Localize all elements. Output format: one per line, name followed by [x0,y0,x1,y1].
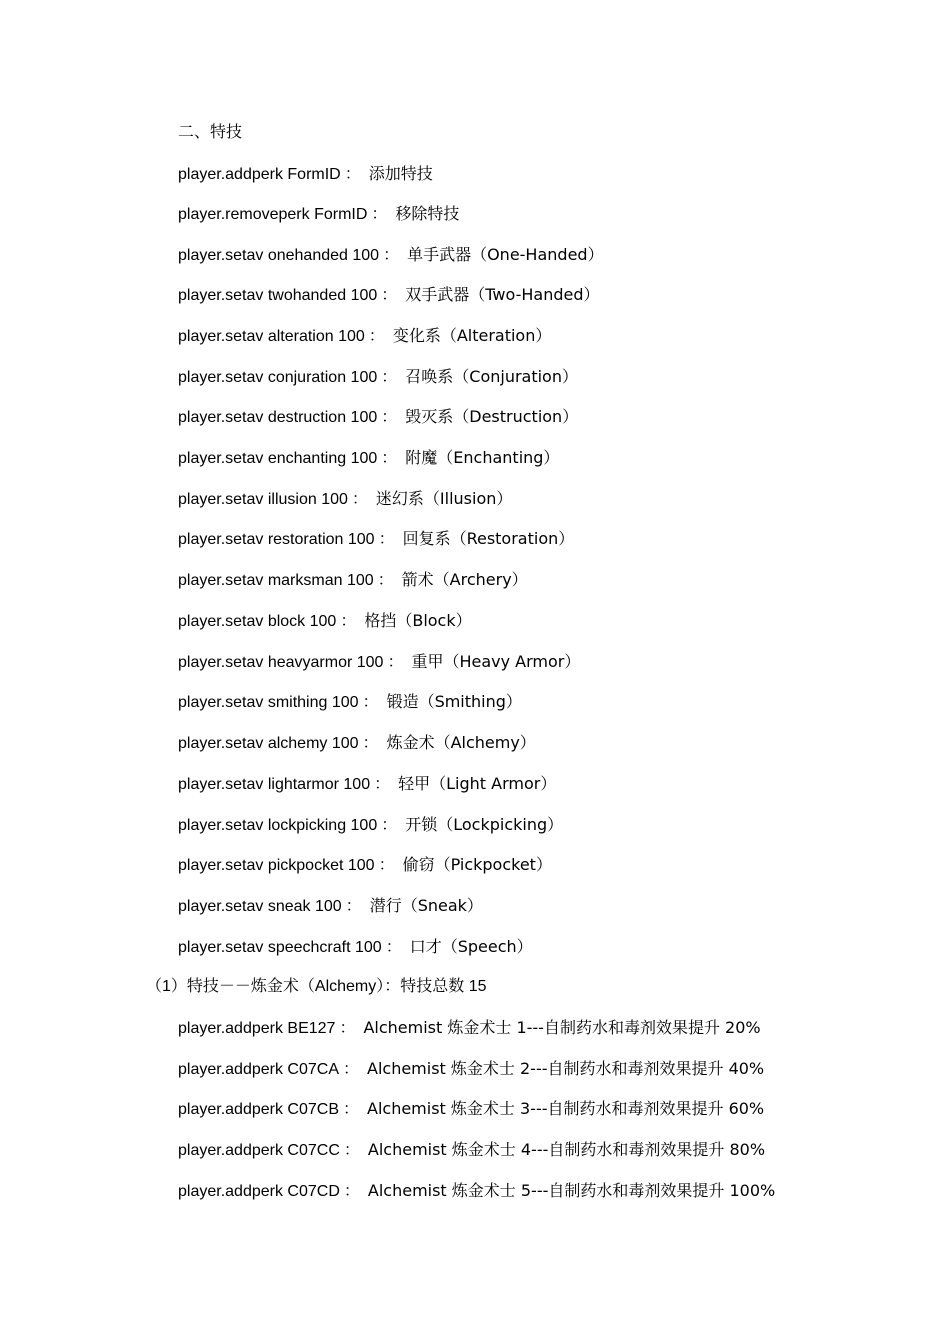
command-description: 潜行（Sneak） [369,896,483,915]
command-line [178,324,551,348]
command-description: 口才（Speech） [409,937,533,956]
separator: ： [340,613,357,630]
separator: ： [383,247,400,264]
command-line [178,487,512,511]
separator: ： [368,328,385,345]
command-description: Alchemist 炼金术士 4---自制药水和毒剂效果提升 80% [367,1140,766,1159]
command-line [178,731,536,755]
command-text: player.setav lightarmor 100 [178,776,371,793]
command-line [178,283,600,307]
command-description: 开锁（Lockpicking） [405,815,564,834]
command-text: player.setav lockpicking 100 [178,817,378,834]
separator: ： [362,694,379,711]
command-description: 移除特技 [395,204,460,223]
separator: ： [374,776,391,793]
command-line [178,1138,765,1162]
command-line [178,243,604,267]
command-description: Alchemist 炼金术士 3---自制药水和毒剂效果提升 60% [367,1099,765,1118]
command-text: player.setav alteration 100 [178,328,365,345]
separator: ： [381,369,398,386]
command-text: player.setav block 100 [178,613,337,630]
command-description: 轻甲（Light Armor） [398,774,557,793]
command-description: 附魔（Enchanting） [405,448,560,467]
command-text: player.addperk C07CB [178,1101,339,1118]
command-text: player.addperk FormID [178,166,341,183]
command-text: player.addperk C07CC [178,1142,340,1159]
command-description: 锻造（Smithing） [386,692,522,711]
separator: ： [377,572,394,589]
command-text: player.setav heavyarmor 100 [178,654,384,671]
command-line [178,527,574,551]
separator: ： [339,1020,356,1037]
command-line [178,772,556,796]
separator: ： [371,206,388,223]
command-line [178,446,559,470]
section-title: 二、特技 [178,124,243,141]
command-text: player.setav illusion 100 [178,491,348,508]
command-description: Alchemist 炼金术士 1---自制药水和毒剂效果提升 20% [363,1018,761,1037]
command-line [178,935,533,959]
command-description: 单手武器（One-Handed） [407,245,604,264]
command-line [178,1016,761,1040]
command-description: 召唤系（Conjuration） [405,367,578,386]
command-text: player.setav enchanting 100 [178,450,378,467]
separator: ： [343,1142,360,1159]
command-description: 箭术（Archery） [401,570,528,589]
command-line [178,405,578,429]
command-description: 变化系（Alteration） [392,326,552,345]
command-line [178,1179,775,1203]
separator: ： [343,1183,360,1200]
command-line [178,202,459,226]
command-line [178,813,563,837]
command-text: player.setav marksman 100 [178,572,374,589]
command-description: 迷幻系（Illusion） [375,489,513,508]
command-description: 格挡（Block） [364,611,472,630]
separator: ： [378,531,395,548]
command-line [178,894,483,918]
subsection-title: （1）特技－－炼金术（Alchemy）：特技总数 15 [146,978,487,995]
separator: ： [381,287,398,304]
command-line [178,853,552,877]
command-text: player.removeperk FormID [178,206,368,223]
command-line [178,365,578,389]
separator: ： [381,409,398,426]
command-line [178,650,580,674]
command-line [178,1057,764,1081]
command-description: 添加特技 [368,164,433,183]
separator: ： [378,857,395,874]
command-text: player.setav restoration 100 [178,531,375,548]
command-text: player.setav alchemy 100 [178,735,359,752]
command-line [178,162,433,186]
separator: ： [344,166,361,183]
command-line [178,690,522,714]
separator: ： [385,939,402,956]
command-text: player.setav destruction 100 [178,409,378,426]
command-text: player.setav onehanded 100 [178,247,380,264]
separator: ： [345,898,362,915]
command-line [178,1097,764,1121]
separator: ： [381,817,398,834]
command-description: 炼金术（Alchemy） [386,733,536,752]
command-description: 重甲（Heavy Armor） [411,652,581,671]
command-description: 回复系（Restoration） [402,529,575,548]
command-description: 偷窃（Pickpocket） [402,855,552,874]
command-text: player.setav sneak 100 [178,898,342,915]
separator: ： [387,654,404,671]
command-text: player.setav speechcraft 100 [178,939,382,956]
separator: ： [381,450,398,467]
command-description: 双手武器（Two-Handed） [405,285,600,304]
separator: ： [362,735,379,752]
command-text: player.setav conjuration 100 [178,369,378,386]
separator: ： [351,491,368,508]
command-description: Alchemist 炼金术士 5---自制药水和毒剂效果提升 100% [367,1181,776,1200]
command-text: player.setav twohanded 100 [178,287,378,304]
command-description: Alchemist 炼金术士 2---自制药水和毒剂效果提升 40% [367,1059,765,1078]
separator: ： [342,1061,359,1078]
command-text: player.setav pickpocket 100 [178,857,375,874]
command-line [178,568,528,592]
command-text: player.addperk BE127 [178,1020,336,1037]
command-text: player.addperk C07CA [178,1061,339,1078]
command-line [178,609,472,633]
command-text: player.setav smithing 100 [178,694,359,711]
command-text: player.addperk C07CD [178,1183,340,1200]
command-description: 毁灭系（Destruction） [405,407,579,426]
separator: ： [342,1101,359,1118]
